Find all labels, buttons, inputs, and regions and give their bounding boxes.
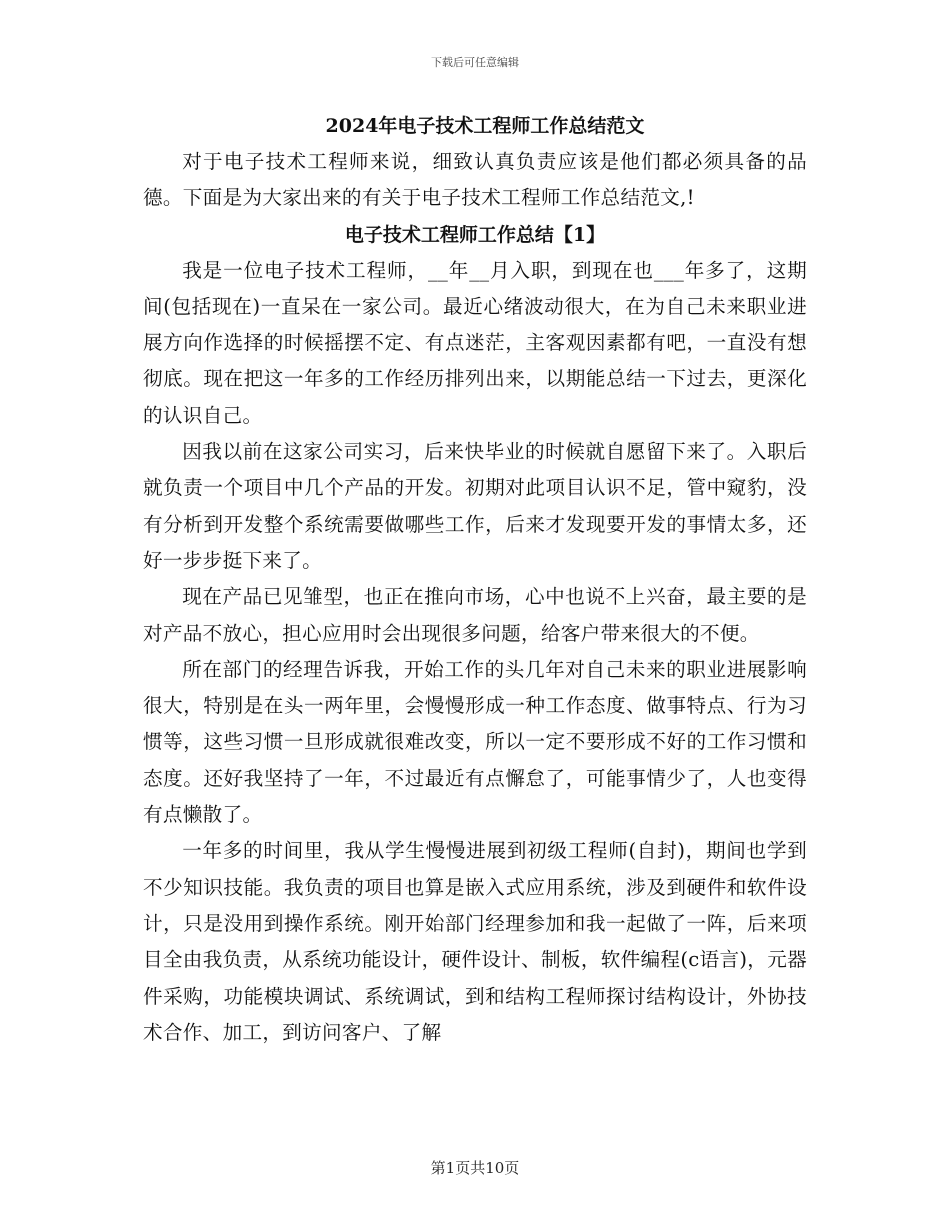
page-header: 下载后可任意编辑 bbox=[431, 56, 519, 69]
page-footer: 第1页共10页 bbox=[430, 1159, 520, 1177]
body-paragraph-1: 我是一位电子技术工程师，__年__月入职，到现在也___年多了，这期间(包括现在)一直呆在一家公司。最近心绪波动很大，在为自己未来职业进展方向作选择的时候摇摆不定、有点迷茫，主客观因素都有吧，一直没有想彻底。现在把这一年多的工作经历排列出来，以期能总结一下过去，更深化的认识自己。 bbox=[143, 258, 807, 427]
document-body bbox=[143, 108, 807, 1051]
body-paragraph-3: 现在产品已见雏型，也正在推向市场，心中也说不上兴奋，最主要的是对产品不放心，担心应用时会出现很多问题，给客户带来很大的不便。 bbox=[143, 585, 807, 645]
intro-paragraph: 对于电子技术工程师来说，细致认真负责应该是他们都必须具备的品德。下面是为大家出来的有关于电子技术工程师工作总结范文,! bbox=[143, 150, 807, 210]
section-title: 电子技术工程师工作总结【1】 bbox=[344, 223, 606, 246]
body-paragraph-4: 所在部门的经理告诉我，开始工作的头几年对自己未来的职业进展影响很大，特别是在头一两年里，会慢慢形成一种工作态度、做事特点、行为习惯等，这些习惯一旦形成就很难改变，所以一定不要形成不好的工作习惯和态度。还好我坚持了一年，不过最近有点懈怠了，可能事情少了，人也变得有点懒散了。 bbox=[143, 657, 807, 827]
body-paragraph-2: 因我以前在这家公司实习，后来快毕业的时候就自愿留下来了。入职后就负责一个项目中几个产品的开发。初期对此项目认识不足，管中窥豹，没有分析到开发整个系统需要做哪些工作，后来才发现要开发的事情太多，还好一步步挺下来了。 bbox=[143, 440, 807, 572]
body-paragraph-5: 一年多的时间里，我从学生慢慢进展到初级工程师(自封)，期间也学到不少知识技能。我负责的项目也算是嵌入式应用系统，涉及到硬件和软件设计，只是没用到操作系统。刚开始部门经理参加和我一起做了一阵，后来项目全由我负责，从系统功能设计，硬件设计、制板，软件编程(c语言)，元器件采购，功能模块调试、系统调试，到和结构工程师探讨结构设计，外协技术合作、加工，到访问客户、了解 bbox=[143, 839, 807, 1044]
document-title: 2024年电子技术工程师工作总结范文 bbox=[325, 115, 645, 137]
